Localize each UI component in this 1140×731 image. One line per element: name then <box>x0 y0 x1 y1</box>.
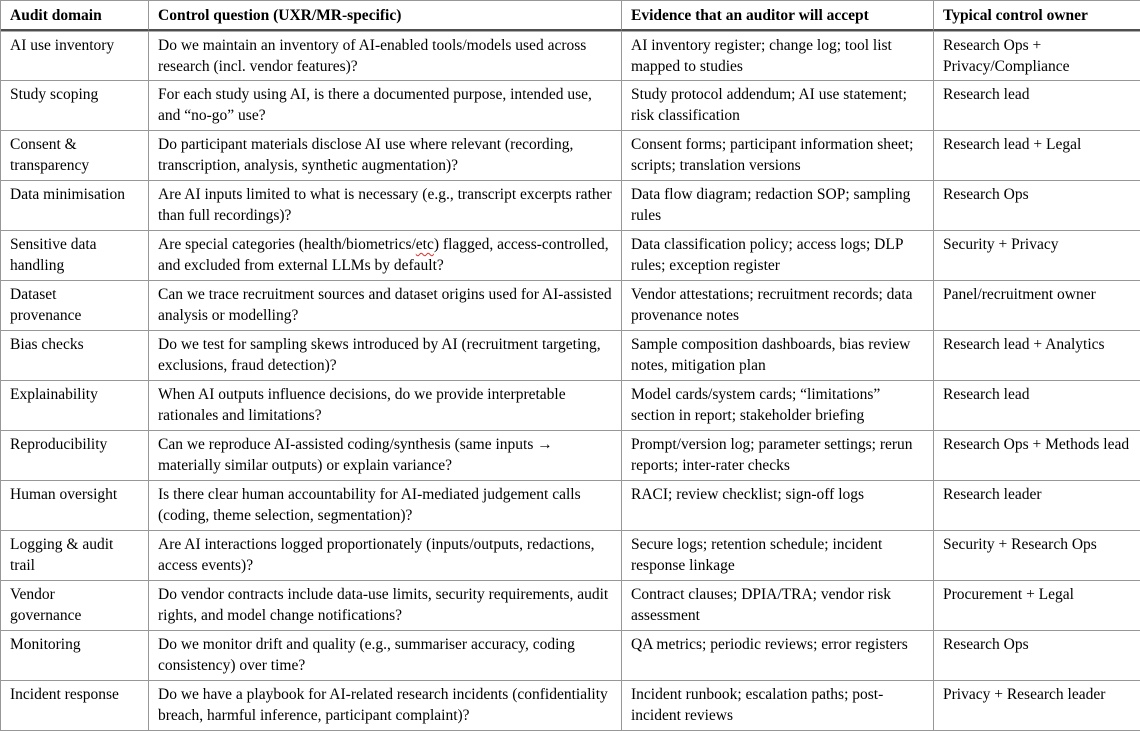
control-question-text: Do we maintain an inventory of AI-enabled tools/models used across research (incl. vendor features)? <box>158 37 587 75</box>
control-question-text: Can we trace recruitment sources and dataset origins used for AI-assisted analysis or modelling? <box>158 286 612 324</box>
audit-domain-text: Bias checks <box>10 336 84 353</box>
col-header-control-owner: Typical control owner <box>934 1 1140 31</box>
audit-domain-text: Study scoping <box>10 86 99 103</box>
cell-control-question <box>149 531 622 581</box>
cell-control-question <box>149 681 622 731</box>
table-row <box>1 231 1140 281</box>
audit-domain-text: Consent & transparency <box>10 136 90 174</box>
cell-control-owner <box>934 231 1140 281</box>
cell-audit-domain <box>1 281 149 331</box>
cell-control-owner <box>934 531 1140 581</box>
control-owner-text: Research Ops + Methods lead <box>943 436 1130 453</box>
cell-audit-domain <box>1 531 149 581</box>
audit-domain-text: Vendor governance <box>10 586 82 624</box>
audit-domain-text: Data minimisation <box>10 186 125 203</box>
table-row <box>1 681 1140 731</box>
cell-evidence <box>622 581 934 631</box>
cell-evidence <box>622 31 934 81</box>
cell-control-owner <box>934 381 1140 431</box>
control-question-text: Are special categories (health/biometrics/etc) flagged, access-controlled, and excluded from external LLMs by default? <box>158 236 609 274</box>
control-question-text: Do we monitor drift and quality (e.g., summariser accuracy, coding consistency) over time? <box>158 636 575 674</box>
control-question-text: Do participant materials disclose AI use where relevant (recording, transcription, analysis, synthetic augmentation)? <box>158 136 574 174</box>
cell-control-question <box>149 131 622 181</box>
cell-evidence <box>622 281 934 331</box>
evidence-text: Vendor attestations; recruitment records; data provenance notes <box>631 286 913 324</box>
cell-audit-domain <box>1 381 149 431</box>
table-row <box>1 331 1140 381</box>
table-row <box>1 81 1140 131</box>
evidence-text: Data classification policy; access logs; DLP rules; exception register <box>631 236 903 274</box>
control-owner-text: Research lead <box>943 386 1030 403</box>
cell-control-owner <box>934 81 1140 131</box>
evidence-text: Secure logs; retention schedule; incident response linkage <box>631 536 883 574</box>
control-question-text: Is there clear human accountability for AI-mediated judgement calls (coding, theme selection, segmentation)? <box>158 486 581 524</box>
col-header-control-question: Control question (UXR/MR-specific) <box>149 1 622 31</box>
col-header-evidence: Evidence that an auditor will accept <box>622 1 934 31</box>
cell-control-owner <box>934 331 1140 381</box>
cell-evidence <box>622 231 934 281</box>
cell-control-question <box>149 481 622 531</box>
cell-control-question <box>149 331 622 381</box>
audit-domain-text: Human oversight <box>10 486 118 503</box>
table-row <box>1 131 1140 181</box>
table-row <box>1 281 1140 331</box>
cell-control-question <box>149 31 622 81</box>
cell-evidence <box>622 681 934 731</box>
control-owner-text: Research lead <box>943 86 1030 103</box>
evidence-text: Sample composition dashboards, bias review notes, mitigation plan <box>631 336 911 374</box>
misspelled-word: etc <box>415 236 434 253</box>
cell-control-question <box>149 631 622 681</box>
audit-domain-text: Sensitive data handling <box>10 236 97 274</box>
control-owner-text: Security + Privacy <box>943 236 1059 253</box>
cell-control-question <box>149 181 622 231</box>
audit-domain-text: Dataset provenance <box>10 286 82 324</box>
cell-control-question <box>149 81 622 131</box>
cell-control-owner <box>934 181 1140 231</box>
audit-domain-text: Incident response <box>10 686 119 703</box>
audit-domain-text: AI use inventory <box>10 37 115 54</box>
cell-audit-domain <box>1 581 149 631</box>
control-question-text: When AI outputs influence decisions, do we provide interpretable rationales and limitations? <box>158 386 566 424</box>
cell-audit-domain <box>1 231 149 281</box>
cell-audit-domain <box>1 431 149 481</box>
cell-evidence <box>622 181 934 231</box>
cell-audit-domain <box>1 331 149 381</box>
evidence-text: QA metrics; periodic reviews; error registers <box>631 636 908 653</box>
cell-audit-domain <box>1 131 149 181</box>
cell-evidence <box>622 481 934 531</box>
evidence-text: Data flow diagram; redaction SOP; sampling rules <box>631 186 911 224</box>
control-owner-text: Privacy + Research leader <box>943 686 1106 703</box>
table-row <box>1 181 1140 231</box>
col-header-audit-domain: Audit domain <box>1 1 149 31</box>
cell-evidence <box>622 131 934 181</box>
cell-control-owner <box>934 631 1140 681</box>
control-owner-text: Research leader <box>943 486 1042 503</box>
cell-audit-domain <box>1 631 149 681</box>
audit-domain-text: Reproducibility <box>10 436 108 453</box>
audit-domain-text: Explainability <box>10 386 98 403</box>
control-owner-text: Research Ops <box>943 186 1029 203</box>
cell-audit-domain <box>1 181 149 231</box>
header-row <box>1 1 1140 31</box>
control-question-text: For each study using AI, is there a documented purpose, intended use, and “no-go” use? <box>158 86 592 124</box>
audit-domain-text: Logging & audit trail <box>10 536 114 574</box>
cell-control-owner <box>934 431 1140 481</box>
control-owner-text: Research lead + Legal <box>943 136 1082 153</box>
control-owner-text: Security + Research Ops <box>943 536 1097 553</box>
evidence-text: Contract clauses; DPIA/TRA; vendor risk assessment <box>631 586 892 624</box>
cell-evidence <box>622 531 934 581</box>
cell-control-question <box>149 281 622 331</box>
cell-control-question <box>149 581 622 631</box>
control-question-text: Are AI inputs limited to what is necessary (e.g., transcript excerpts rather than full recordings)? <box>158 186 612 224</box>
evidence-text: Incident runbook; escalation paths; post-incident reviews <box>631 686 884 724</box>
evidence-text: Prompt/version log; parameter settings; rerun reports; inter-rater checks <box>631 436 913 474</box>
evidence-text: RACI; review checklist; sign-off logs <box>631 486 865 503</box>
cell-control-owner <box>934 581 1140 631</box>
table-row <box>1 31 1140 81</box>
cell-evidence <box>622 81 934 131</box>
control-question-text: Do we test for sampling skews introduced by AI (recruitment targeting, exclusions, fraud detection)? <box>158 336 601 374</box>
table-row <box>1 531 1140 581</box>
control-owner-text: Panel/recruitment owner <box>943 286 1096 303</box>
cell-control-owner <box>934 681 1140 731</box>
table-row <box>1 581 1140 631</box>
evidence-text: Study protocol addendum; AI use statement; risk classification <box>631 86 907 124</box>
cell-control-owner <box>934 481 1140 531</box>
control-question-text: Can we reproduce AI-assisted coding/synthesis (same inputs → materially similar outputs) or explain variance? <box>158 436 553 474</box>
control-question-text: Do we have a playbook for AI-related research incidents (confidentiality breach, harmful inference, participant complaint)? <box>158 686 608 724</box>
cell-control-owner <box>934 131 1140 181</box>
cell-control-question <box>149 231 622 281</box>
cell-audit-domain <box>1 81 149 131</box>
cell-audit-domain <box>1 481 149 531</box>
cell-evidence <box>622 431 934 481</box>
cell-control-question <box>149 381 622 431</box>
cell-evidence <box>622 631 934 681</box>
control-owner-text: Procurement + Legal <box>943 586 1074 603</box>
cell-control-question <box>149 431 622 481</box>
control-owner-text: Research Ops + Privacy/Compliance <box>943 37 1070 75</box>
evidence-text: AI inventory register; change log; tool list mapped to studies <box>631 37 892 75</box>
control-question-text: Do vendor contracts include data-use limits, security requirements, audit rights, and model change notifications? <box>158 586 609 624</box>
cell-evidence <box>622 381 934 431</box>
table-row <box>1 481 1140 531</box>
cell-audit-domain <box>1 681 149 731</box>
table-row <box>1 431 1140 481</box>
cell-control-owner <box>934 281 1140 331</box>
control-owner-text: Research lead + Analytics <box>943 336 1105 353</box>
table-row <box>1 381 1140 431</box>
audit-domain-text: Monitoring <box>10 636 81 653</box>
table-row <box>1 631 1140 681</box>
evidence-text: Model cards/system cards; “limitations” section in report; stakeholder briefing <box>631 386 881 424</box>
control-question-text: Are AI interactions logged proportionately (inputs/outputs, redactions, access events)? <box>158 536 595 574</box>
cell-evidence <box>622 331 934 381</box>
cell-audit-domain <box>1 31 149 81</box>
evidence-text: Consent forms; participant information sheet; scripts; translation versions <box>631 136 914 174</box>
control-owner-text: Research Ops <box>943 636 1029 653</box>
cell-control-owner <box>934 31 1140 81</box>
